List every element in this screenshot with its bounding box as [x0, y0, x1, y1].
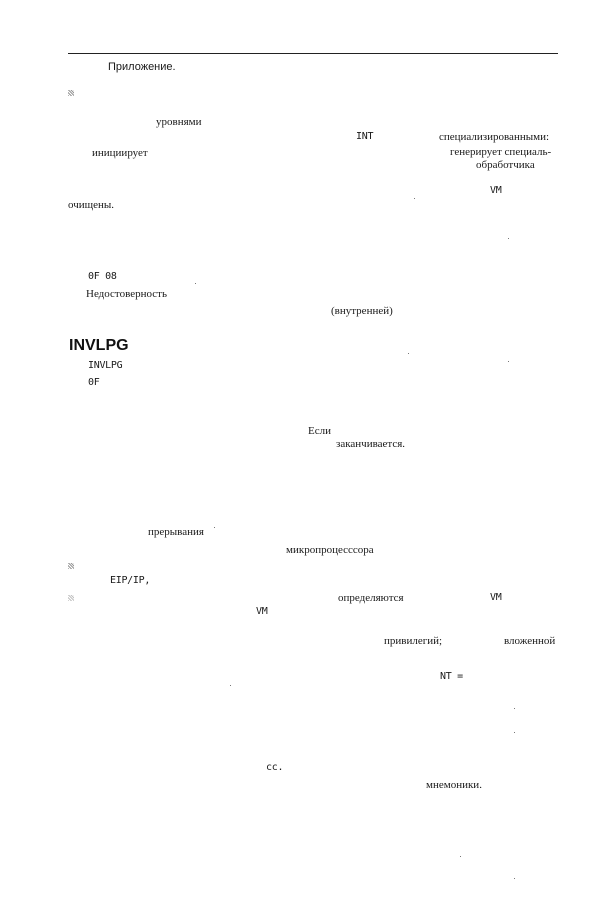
text-fragment: (внутренней) — [331, 305, 393, 317]
code-fragment: 0F 08 — [88, 271, 117, 282]
code-fragment: NT = — [440, 671, 463, 682]
code-fragment: EIP/IP, — [110, 575, 151, 586]
scan-speck — [508, 238, 509, 239]
bullet-icon — [68, 595, 74, 601]
scan-speck — [214, 527, 215, 528]
code-fragment: INVLPG — [88, 360, 123, 371]
scan-speck — [414, 198, 415, 199]
text-fragment: очищены. — [68, 199, 115, 211]
header-rule — [68, 53, 558, 54]
scan-speck — [508, 361, 509, 362]
scan-speck — [514, 708, 515, 709]
bullet-icon — [68, 90, 74, 96]
text-fragment: вложенной — [504, 635, 556, 647]
text-fragment: определяются — [338, 592, 404, 604]
section-heading: INVLPG — [69, 337, 129, 354]
scan-speck — [408, 353, 409, 354]
code-fragment: 0F — [88, 377, 100, 388]
text-fragment: инициирует — [92, 147, 148, 159]
scan-speck — [230, 685, 231, 686]
scan-speck — [195, 283, 196, 284]
text-fragment: специализированными: — [439, 131, 550, 143]
scan-speck — [460, 856, 461, 857]
running-title: Приложение. — [108, 61, 176, 73]
code-fragment: VM — [490, 592, 502, 603]
text-fragment: уровнями — [156, 116, 202, 128]
text-fragment: Недостоверность — [86, 288, 167, 300]
text-fragment: привилегий; — [384, 635, 443, 647]
code-fragment: VM — [490, 185, 502, 196]
code-fragment: INT — [356, 131, 374, 142]
text-fragment: мнемоники. — [426, 779, 482, 791]
text-fragment: Если — [308, 425, 331, 437]
text-fragment: заканчивается. — [336, 438, 406, 450]
code-fragment: VM — [256, 606, 268, 617]
text-fragment: генерирует специаль- — [450, 146, 552, 158]
text-fragment: обработчика — [476, 159, 535, 171]
code-fragment: cc. — [266, 762, 284, 773]
scan-speck — [514, 878, 515, 879]
bullet-icon — [68, 563, 74, 569]
text-fragment: микропроцесссора — [286, 544, 374, 556]
text-fragment: прерывания — [148, 526, 204, 538]
scan-speck — [514, 732, 515, 733]
